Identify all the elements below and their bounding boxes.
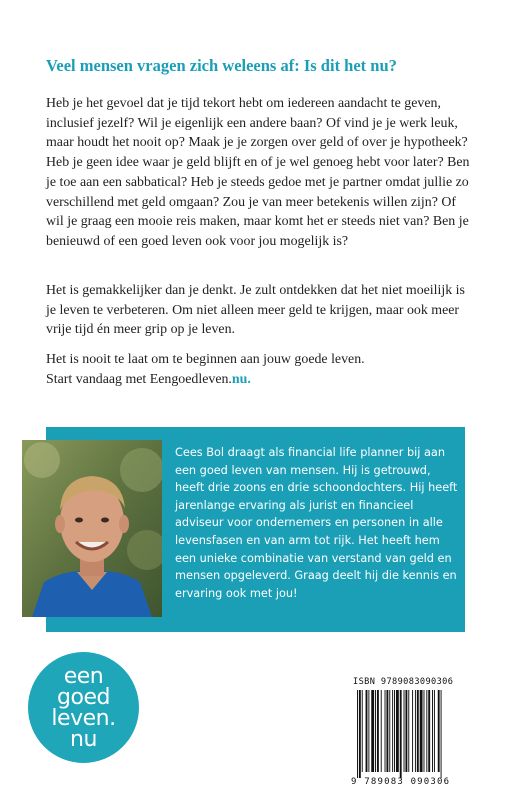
isbn-barcode [351, 677, 469, 790]
barcode-bar [417, 690, 419, 772]
barcode-bar [438, 690, 440, 772]
barcode-bar [359, 690, 361, 778]
logo-line-1: een [63, 664, 104, 689]
eengoedleven-logo [28, 652, 139, 763]
author-photo [22, 440, 162, 617]
barcode-bar [405, 690, 407, 772]
barcode-bar [404, 690, 405, 772]
barcode-bars [351, 690, 469, 778]
logo-line-2: goed [57, 685, 110, 710]
isbn-digits: 9 789083 090306 [351, 777, 451, 787]
barcode-bar [441, 690, 442, 778]
barcode-bar [408, 690, 409, 772]
intro-paragraph: Heb je het gevoel dat je tijd tekort hebt om iedereen aandacht te geven, inclusief jezelf? Wil je eigenlijk een andere baan? Of vind je je werk leuk, maar houdt het nooit op? Maak je je zorgen over geld of over je hypotheek? Heb je geen idee waar je geld blijft en of je wel genoeg hebt voor later? Ben je toe aan een sabbatical? Heb je steeds gedoe met je partner omdat jullie zo verschillend met geld omgaan? Zou je van meer betekenis willen zijn? Of wil je graag een mooie reis maken, maar komt het er steeds niet van? Ben je benieuwd of een goed leven ook voor jou mogelijk is? [46, 96, 470, 249]
barcode-bar [434, 690, 435, 772]
author-bio: Cees Bol draagt als financial life planner bij aan een goed leven van mensen. Hij is getrouwd, heeft drie zoons en drie schoondochters. Hij heeft jarenlange ervaring als jurist en financieel adviseur voor ondernemers en personen in alle levensfasen en van arm tot rijk. Het heeft hem een unieke combinatie van verstand van geld en mensen opgeleverd. Graag deelt hij die kennis en ervaring ook met jou! [175, 446, 458, 600]
barcode-bar [368, 690, 369, 772]
barcode-bar [362, 690, 363, 772]
logo-line-3: leven. [51, 706, 116, 731]
barcode-bar [385, 690, 386, 772]
brand-suffix: nu. [231, 371, 251, 387]
barcode-bar [426, 690, 427, 772]
barcode-bar [400, 690, 402, 778]
barcode-bar [366, 690, 368, 772]
barcode-bar [389, 690, 390, 772]
headline: Veel mensen vragen zich weleens af: Is dit het nu? [46, 56, 397, 75]
barcode-bar [424, 690, 425, 772]
barcode-bar [412, 690, 413, 772]
author-portrait-image [22, 440, 162, 617]
closing-paragraph [46, 350, 476, 389]
barcode-bar [415, 690, 416, 772]
barcode-bar [371, 690, 374, 772]
closing-line-1: Het is nooit te laat om te beginnen aan jouw goede leven. [46, 352, 365, 367]
barcode-bar [392, 690, 393, 772]
barcode-bar [386, 690, 388, 772]
isbn-text: ISBN 9789083090306 [353, 677, 454, 687]
second-paragraph: Het is gemakkelijker dan je denkt. Je zult ontdekken dat het niet moeilijk is je leven te verbeteren. Om niet alleen meer geld te krijgen, maar ook meer vrije tijd én meer grip op je leven. [46, 283, 465, 338]
barcode-bar [375, 690, 376, 772]
closing-line-2: Start vandaag met Eengoedleven. [46, 371, 232, 387]
barcode-bar [432, 690, 433, 772]
barcode-bar [357, 690, 358, 778]
barcode-bar [428, 690, 430, 772]
logo-line-4: nu [70, 727, 97, 752]
barcode-bar [420, 690, 423, 772]
barcode-bar [377, 690, 379, 772]
barcode-bar [381, 690, 382, 772]
barcode-bar [394, 690, 395, 772]
barcode-bar [396, 690, 399, 772]
